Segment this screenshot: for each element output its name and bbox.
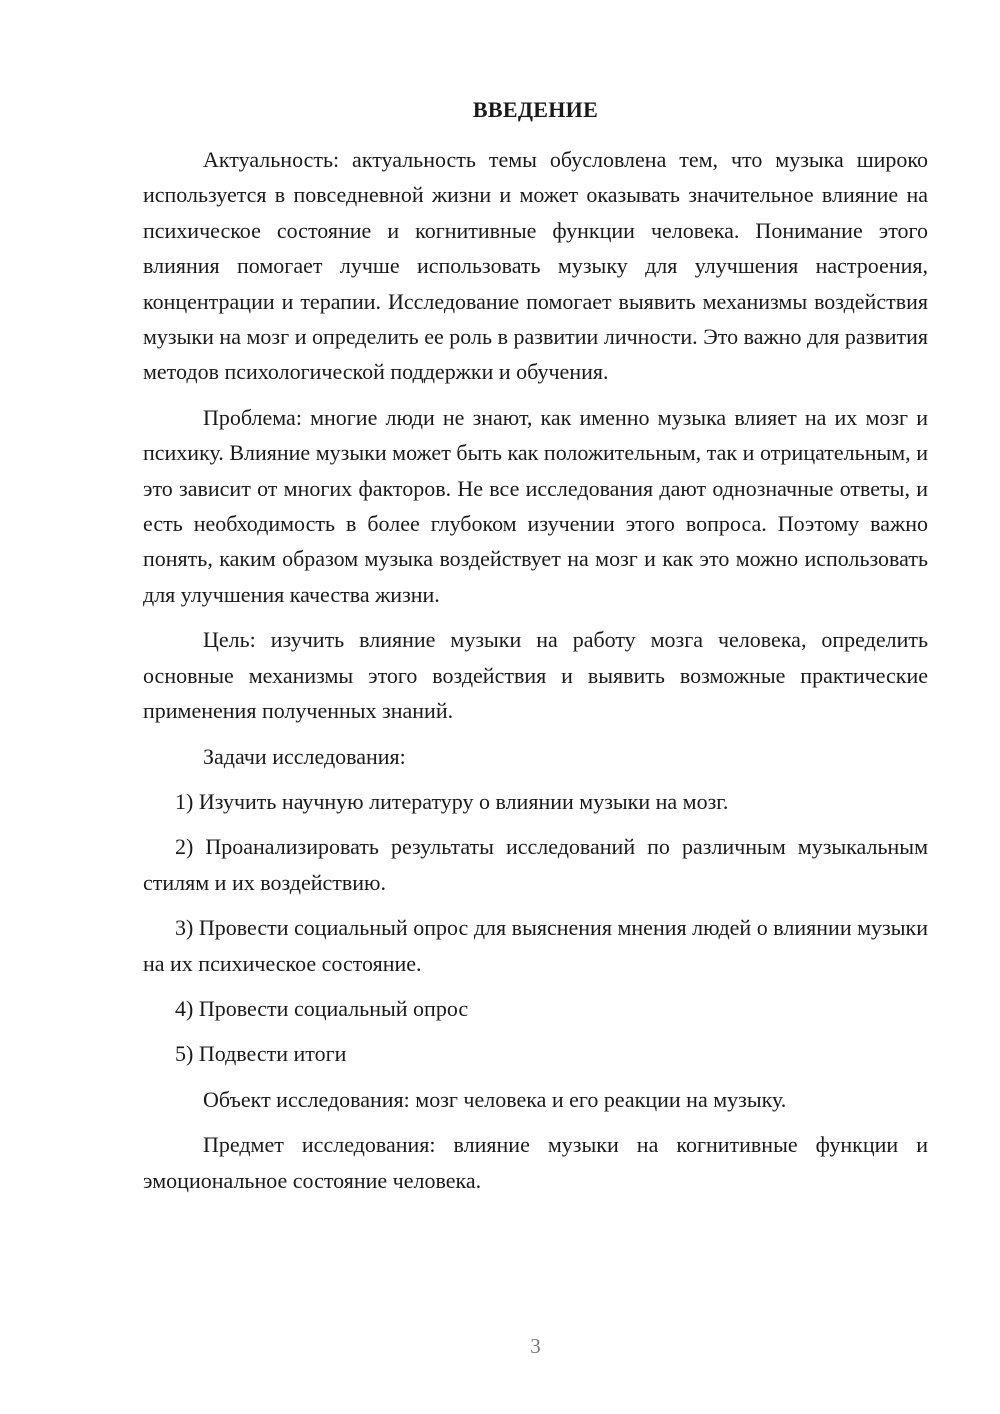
tasks-heading: Задачи исследования: (203, 743, 406, 769)
relevance-paragraph: Актуальность: актуальность темы обусловлена тем, что музыка широко используется в повседневной жизни и может оказывать значительное влияние на психическое состояние и когнитивные функции человека. Понимание этого влияния помогает лучше использовать музыку для улучшения настроения, концентрации и терапии. Исследование помогает выявить механизмы воздействия музыки на мозг и определить ее роль в развитии личности. Это важно для развития методов психологической поддержки и обучения. (143, 147, 928, 385)
task-item: 5) Подвести итоги (175, 1041, 347, 1067)
goal-paragraph: Цель: изучить влияние музыки на работу мозга человека, определить основные механизмы этого воздействия и выявить возможные практические применения полученных знаний. (143, 627, 928, 724)
document-body (143, 142, 928, 1208)
document-page (143, 0, 928, 1414)
task-item: 4) Провести социальный опрос (175, 995, 469, 1021)
task-item: 1) Изучить научную литературу о влиянии музыки на мозг. (175, 788, 729, 814)
problem-paragraph: Проблема: многие люди не знают, как именно музыка влияет на их мозг и психику. Влияние музыки может быть как положительным, так и отрицательным, и это зависит от многих факторов. Не все исследования дают однозначные ответы, и есть необходимость в более глубоком изучении этого вопроса. Поэтому важно понять, каким образом музыка воздействует на мозг и как это можно использовать для улучшения качества жизни. (143, 404, 928, 607)
page-title: ВВЕДЕНИЕ (472, 97, 599, 122)
object-paragraph: Объект исследования: мозг человека и его реакции на музыку. (203, 1086, 787, 1112)
page-number: 3 (530, 1334, 541, 1358)
task-item: 2) Проанализировать результаты исследований по различным музыкальным стилям и их воздействию. (143, 834, 928, 895)
subject-paragraph: Предмет исследования: влияние музыки на когнитивные функции и эмоциональное состояние человека. (143, 1132, 928, 1193)
task-item: 3) Провести социальный опрос для выяснения мнения людей о влиянии музыки на их психическое состояние. (143, 915, 928, 976)
